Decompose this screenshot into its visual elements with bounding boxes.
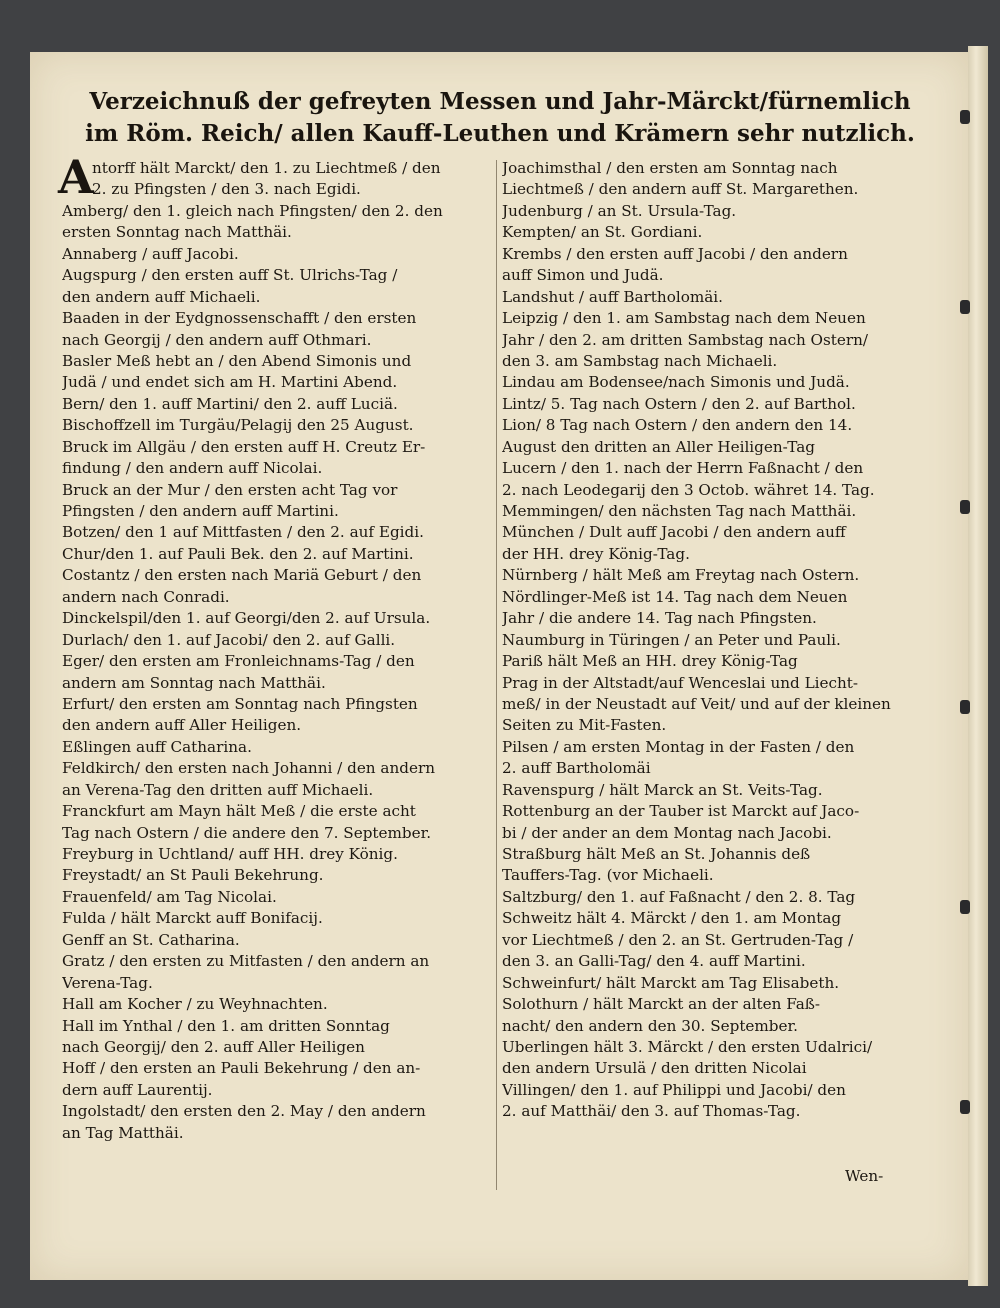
text-line: Saltzburg/ den 1. auf Faßnacht / den 2. 8. Tag — [502, 887, 856, 906]
text-line: an Verena-Tag den dritten auff Michaeli. — [62, 780, 374, 799]
text-line: Solothurn / hält Marckt an der alten Faß- — [502, 995, 821, 1014]
text-line: findung / den andern auff Nicolai. — [62, 459, 323, 478]
text-line: Lucern / den 1. nach der Herrn Faßnacht / den — [502, 459, 864, 478]
text-line: Erfurt/ den ersten am Sonntag nach Pfingsten — [62, 694, 418, 713]
column-divider — [496, 160, 497, 1190]
text-line: Lindau am Bodensee/nach Simonis und Judä. — [502, 373, 850, 392]
text-line: Landshut / auff Bartholomäi. — [502, 287, 723, 306]
text-line: Dinckelspil/den 1. auf Georgi/den 2. auf Ursula. — [62, 609, 431, 628]
text-line: auff Simon und Judä. — [502, 266, 664, 285]
text-line: Prag in der Altstadt/auf Wenceslai und Liecht- — [502, 673, 859, 692]
text-line: Amberg/ den 1. gleich nach Pfingsten/ den 2. den — [62, 201, 443, 220]
text-line: Ingolstadt/ den ersten den 2. May / den andern — [62, 1102, 426, 1121]
text-line: Costantz / den ersten nach Mariä Geburt / den — [62, 566, 422, 585]
catchword: Wen- — [845, 1167, 884, 1185]
text-line: Lion/ 8 Tag nach Ostern / den andern den 14. — [502, 416, 853, 435]
text-line: den 3. am Sambstag nach Michaeli. — [502, 351, 778, 370]
text-line: Krembs / den ersten auff Jacobi / den andern — [502, 244, 848, 263]
text-line: Hoff / den ersten an Pauli Bekehrung / den an- — [62, 1059, 421, 1078]
left-column — [62, 158, 494, 1144]
text-line: Pilsen / am ersten Montag in der Fasten / den — [502, 737, 855, 756]
page-title — [60, 86, 940, 150]
text-line: an Tag Matthäi. — [62, 1123, 184, 1142]
text-line: Annaberg / auff Jacobi. — [62, 244, 239, 263]
title-line-2: im Röm. Reich/ allen Kauff-Leuthen und Krämern sehr nutzlich. — [85, 120, 915, 147]
text-line: Ravenspurg / hält Marck an St. Veits-Tag. — [502, 780, 823, 799]
text-line: Kempten/ an St. Gordiani. — [502, 223, 703, 242]
text-line: Lintz/ 5. Tag nach Ostern / den 2. auf Barthol. — [502, 394, 856, 413]
text-line: Nördlinger-Meß ist 14. Tag nach dem Neuen — [502, 587, 848, 606]
next-page-edge — [968, 46, 988, 1286]
text-line: Schweitz hält 4. Märckt / den 1. am Montag — [502, 909, 842, 928]
text-line: Jahr / die andere 14. Tag nach Pfingsten. — [502, 609, 817, 628]
text-line: Tag nach Ostern / die andere den 7. September. — [62, 823, 432, 842]
text-line: München / Dult auff Jacobi / den andern auff — [502, 523, 846, 542]
title-line-1: Verzeichnuß der gefreyten Messen und Jahr-Märckt/fürnemlich — [89, 88, 911, 115]
text-line: ersten Sonntag nach Matthäi. — [62, 223, 292, 242]
text-line: Franckfurt am Mayn hält Meß / die erste acht — [62, 802, 416, 821]
text-line: 2. auf Matthäi/ den 3. auf Thomas-Tag. — [502, 1102, 801, 1121]
text-line: nach Georgij/ den 2. auff Aller Heiligen — [62, 1037, 365, 1056]
text-line: andern nach Conradi. — [62, 587, 230, 606]
drop-cap: A — [58, 150, 94, 204]
text-line: Hall am Kocher / zu Weyhnachten. — [62, 995, 328, 1014]
text-line: Hall im Ynthal / den 1. am dritten Sonntag — [62, 1016, 390, 1035]
text-line: Memmingen/ den nächsten Tag nach Matthäi. — [502, 502, 857, 520]
text-line: nacht/ den andern den 30. September. — [502, 1016, 798, 1035]
text-line: Bischoffzell im Turgäu/Pelagij den 25 August. — [62, 416, 414, 435]
text-line: ntorff hält Marckt/ den 1. zu Liechtmeß / den — [92, 159, 441, 177]
text-line: Nürnberg / hält Meß am Freytag nach Ostern. — [502, 566, 860, 585]
text-line: dern auff Laurentij. — [62, 1080, 213, 1099]
text-line: Bruck an der Mur / den ersten acht Tag vor — [62, 480, 398, 499]
text-line: Joachimsthal / den ersten am Sonntag nach — [502, 159, 838, 177]
text-line: andern am Sonntag nach Matthäi. — [62, 673, 326, 692]
text-line: den andern Ursulä / den dritten Nicolai — [502, 1059, 807, 1078]
text-line: der HH. drey König-Tag. — [502, 544, 690, 563]
text-line: vor Liechtmeß / den 2. an St. Gertruden-Tag / — [502, 930, 854, 949]
right-column — [502, 158, 916, 1123]
text-line: Rottenburg an der Tauber ist Marckt auf Jaco- — [502, 802, 860, 821]
text-line: Tauffers-Tag. (vor Michaeli. — [502, 866, 714, 885]
text-line: den andern auff Aller Heiligen. — [62, 716, 302, 735]
text-line: Straßburg hält Meß an St. Johannis deß — [502, 845, 811, 863]
text-line: Genff an St. Catharina. — [62, 930, 240, 949]
text-line: bi / der ander an dem Montag nach Jacobi. — [502, 823, 832, 842]
text-line: Liechtmeß / den andern auff St. Margarethen. — [502, 180, 859, 199]
text-line: Jahr / den 2. am dritten Sambstag nach Ostern/ — [502, 330, 869, 349]
text-line: Uberlingen hält 3. Märckt / den ersten Udalrici/ — [502, 1037, 873, 1056]
text-line: den andern auff Michaeli. — [62, 287, 261, 306]
text-line: Freyburg in Uchtland/ auff HH. drey König. — [62, 845, 398, 863]
text-line: Schweinfurt/ hält Marckt am Tag Elisabeth. — [502, 973, 840, 992]
binding-holes — [960, 100, 970, 1280]
text-line: Pfingsten / den andern auff Martini. — [62, 502, 339, 520]
text-line: Augspurg / den ersten auff St. Ulrichs-Tag / — [62, 266, 398, 285]
text-line: Bern/ den 1. auff Martini/ den 2. auff Luciä. — [62, 394, 398, 413]
text-line: Feldkirch/ den ersten nach Johanni / den andern — [62, 759, 436, 778]
text-line: Chur/den 1. auf Pauli Bek. den 2. auf Martini. — [62, 544, 414, 563]
text-line: Judä / und endet sich am H. Martini Abend. — [62, 373, 398, 392]
text-line: Verena-Tag. — [62, 973, 153, 992]
text-line: 2. auff Bartholomäi — [502, 759, 651, 778]
text-line: den 3. an Galli-Tag/ den 4. auff Martini. — [502, 952, 806, 971]
text-line: August den dritten an Aller Heiligen-Tag — [502, 437, 815, 456]
text-line: Freystadt/ an St Pauli Bekehrung. — [62, 866, 324, 885]
text-line: Eger/ den ersten am Fronleichnams-Tag / den — [62, 652, 415, 671]
text-line: Fulda / hält Marckt auff Bonifacij. — [62, 909, 323, 928]
text-line: Bruck im Allgäu / den ersten auff H. Creutz Er- — [62, 437, 426, 456]
text-line: 2. zu Pfingsten / den 3. nach Egidi. — [92, 180, 361, 199]
text-line: Seiten zu Mit-Fasten. — [502, 716, 667, 735]
text-line: 2. nach Leodegarij den 3 Octob. währet 14. Tag. — [502, 480, 875, 499]
text-line: meß/ in der Neustadt auf Veit/ und auf der kleinen — [502, 694, 891, 713]
text-line: Villingen/ den 1. auf Philippi und Jacobi/ den — [502, 1080, 846, 1099]
text-line: Basler Meß hebt an / den Abend Simonis und — [62, 351, 412, 370]
text-line: Botzen/ den 1 auf Mittfasten / den 2. auf Egidi. — [62, 523, 424, 542]
text-line: Leipzig / den 1. am Sambstag nach dem Neuen — [502, 309, 866, 328]
text-line: Eßlingen auff Catharina. — [62, 737, 252, 756]
text-line: Naumburg in Türingen / an Peter und Pauli. — [502, 630, 841, 649]
text-line: Gratz / den ersten zu Mitfasten / den andern an — [62, 952, 430, 971]
text-line: Frauenfeld/ am Tag Nicolai. — [62, 887, 277, 906]
text-line: Durlach/ den 1. auf Jacobi/ den 2. auf Galli. — [62, 630, 396, 649]
text-line: Judenburg / an St. Ursula-Tag. — [502, 201, 737, 220]
text-line: nach Georgij / den andern auff Othmari. — [62, 330, 372, 349]
text-line: Pariß hält Meß an HH. drey König-Tag — [502, 652, 798, 671]
text-line: Baaden in der Eydgnossenschafft / den ersten — [62, 309, 417, 328]
